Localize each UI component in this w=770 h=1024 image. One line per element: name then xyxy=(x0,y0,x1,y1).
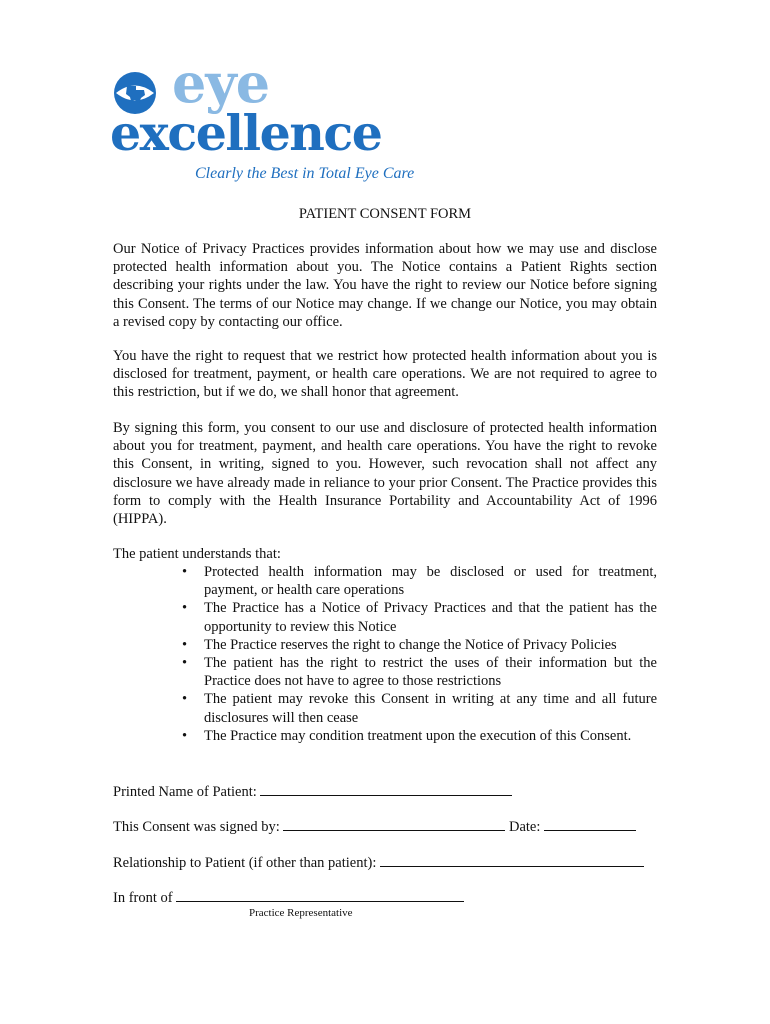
logo-word-eye: eye xyxy=(172,51,270,115)
paragraph-restriction: You have the right to request that we restrict how protected health information about you is disclosed for treatment, payment, or health care operations. We are not required to agree to this restriction, but if we do, we shall honor that agreement. xyxy=(113,348,657,401)
relationship-label: Relationship to Patient (if other than patient): xyxy=(113,855,377,871)
list-item xyxy=(182,727,657,745)
date-label: Date: xyxy=(509,819,541,835)
printed-name-row xyxy=(113,783,512,801)
list-item-text: The Practice has a Notice of Privacy Practices and that the patient has the opportunity to review this Notice xyxy=(204,600,657,635)
list-item xyxy=(182,636,657,654)
bullet-icon: • xyxy=(182,636,188,653)
bullet-icon: • xyxy=(182,600,188,617)
practice-representative-field[interactable] xyxy=(176,889,464,902)
list-item-text: Protected health information may be disclosed or used for treatment, payment, or health care operations xyxy=(204,564,657,599)
logo-word-excellence: excellence xyxy=(110,104,382,162)
printed-name-field[interactable] xyxy=(260,783,512,796)
practice-representative-caption: Practice Representative xyxy=(249,907,353,919)
eye-excellence-logo xyxy=(110,51,432,187)
bullet-icon: • xyxy=(182,564,188,580)
paragraph-consent: By signing this form, you consent to our use and disclosure of protected health information about you for treatment, payment, and health care operations. You have the right to revoke this Consent, in writing, signed to you. However, such revocation shall not affect any disclosure we have already made in reliance to your prior Consent. The Practice provides this form to comply with the Health Insurance Portability and Accountability Act of 1996 (HIPPA). xyxy=(113,420,657,528)
understands-intro: The patient understands that: xyxy=(113,546,281,562)
understanding-list xyxy=(182,563,657,745)
relationship-row xyxy=(113,854,644,872)
list-item xyxy=(182,563,657,599)
logo-tagline: Clearly the Best in Total Eye Care xyxy=(195,165,415,182)
bullet-icon: • xyxy=(182,655,188,672)
in-front-of-label: In front of xyxy=(113,890,173,906)
list-item xyxy=(182,654,657,690)
list-item xyxy=(182,599,657,635)
list-item-text: The patient has the right to restrict the uses of their information but the Practice does not have to agree to those restrictions xyxy=(204,655,657,690)
list-item xyxy=(182,690,657,726)
printed-name-label: Printed Name of Patient: xyxy=(113,784,257,800)
paragraph-notice: Our Notice of Privacy Practices provides information about how we may use and disclose protected health information about you. The Notice contains a Patient Rights section describing your rights under the law. You have the right to review our Notice before signing this Consent. The terms of our Notice may change. If we change our Notice, you may obtain a revised copy by contacting our office. xyxy=(113,241,657,330)
relationship-field[interactable] xyxy=(380,854,644,867)
in-front-of-row xyxy=(113,889,464,907)
bullet-icon: • xyxy=(182,691,188,708)
list-item-text: The patient may revoke this Consent in writing at any time and all future disclosures will then cease xyxy=(204,691,657,726)
list-item-text: The Practice reserves the right to change the Notice of Privacy Policies xyxy=(204,636,617,653)
signed-by-row xyxy=(113,818,636,836)
date-field[interactable] xyxy=(544,818,636,831)
bullet-icon: • xyxy=(182,727,188,744)
form-title: PATIENT CONSENT FORM xyxy=(298,206,472,222)
list-item-text: The Practice may condition treatment upon the execution of this Consent. xyxy=(204,727,632,744)
signed-by-label: This Consent was signed by: xyxy=(113,819,280,835)
signed-by-field[interactable] xyxy=(283,818,505,831)
